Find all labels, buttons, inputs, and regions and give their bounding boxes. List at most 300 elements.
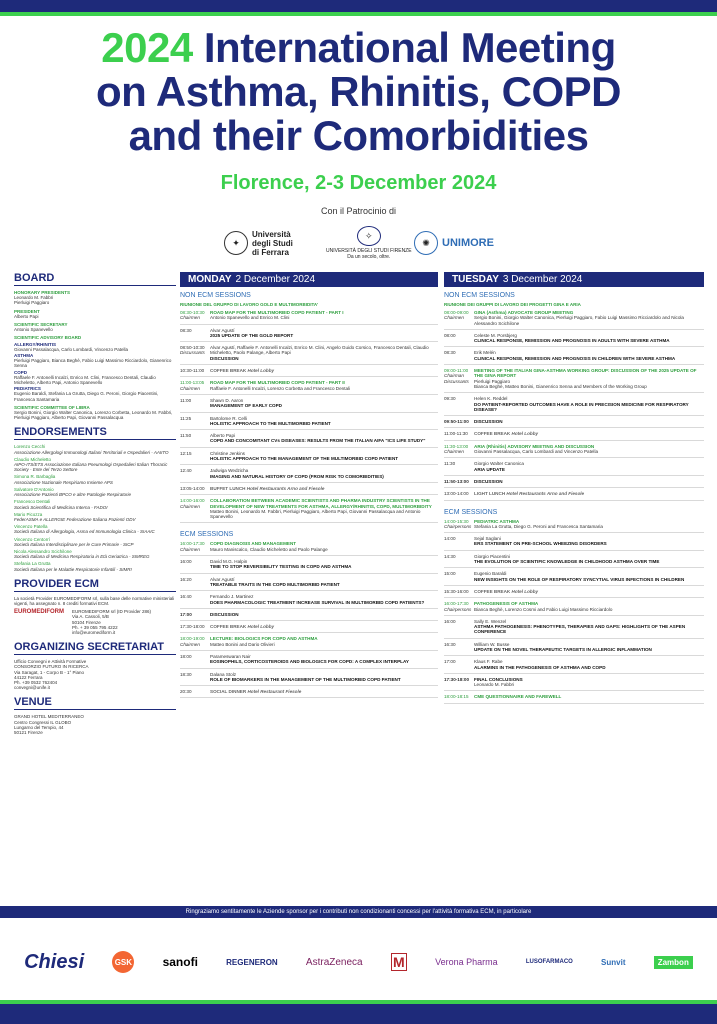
program-row: [180, 451, 438, 462]
monday-non-ecm-list: [180, 310, 438, 523]
row-time-value: 08:00-09:00: [444, 310, 469, 315]
talk-title: [210, 403, 438, 408]
row-divider: [444, 500, 704, 501]
talk-title-text: ERS STATEMENT ON PRE-SCHOOL WHEEZING DISORDERS: [474, 541, 607, 547]
row-body: [474, 694, 704, 699]
venue-text: GRAND HOTEL MEDITERRANEO Centro Congressi IL GLOBO Lungarno del Tempio, 44 50121 Firenze: [14, 714, 84, 735]
row-time-value: 08:00: [444, 332, 456, 338]
row-time-value: 12:40: [180, 468, 192, 474]
row-body: [210, 624, 438, 629]
talk-title: [474, 647, 704, 652]
row-role: Chairmen: [444, 315, 464, 321]
row-body: [474, 333, 704, 344]
talk-title-text: EOSINOPHILS, CORTICOSTEROIDS AND BIOLOGICS FOR COPD: A COMPLEX INTERPLAY: [210, 659, 409, 665]
top-banner: [0, 0, 717, 16]
chair-names: Pierluigi Paggiaro Bianca Beghè, Matteo Bonini, Gianenrico Senna and Members of the Working Group: [474, 378, 647, 389]
row-time: [180, 380, 210, 391]
talk-title-text: ASTHMA PATHOGENESIS: PHENOTYPES, THERAPIES AND GAPS: HIGHLIGHTS OF THE ASPEN CONFERENCE: [474, 624, 686, 635]
program-row: [444, 396, 704, 412]
row-divider: [180, 324, 438, 325]
talk-title-text: HOLISTIC APPROACH TO THE MULTIMORBID PATIENT: [210, 420, 331, 426]
firenze-crest-icon: ✧: [357, 226, 381, 246]
row-divider: [444, 567, 704, 568]
board-role: SCIENTIFIC SECRETARY: [14, 322, 68, 328]
monday-date: 2 December 2024: [235, 274, 316, 285]
endorsements-heading: ENDORSEMENTS: [14, 426, 176, 440]
subtitle: Florence, 2-3 December 2024: [220, 172, 497, 194]
talk-title-text: DO PATIENT-REPORTED OUTCOMES HAVE A ROLE IN PRECISION MEDICINE FOR RESPIRATORY DISEASE?: [474, 401, 689, 412]
top-green-stripe: [0, 12, 717, 16]
break-location: Hotel Lobby: [247, 624, 275, 630]
talk-title-text: DISCUSSION: [474, 419, 503, 425]
row-body: [474, 677, 704, 688]
row-time-value: 17:30-18:00: [180, 624, 205, 630]
row-time: [180, 310, 210, 321]
row-body: [210, 451, 438, 462]
row-divider: [180, 376, 438, 377]
row-divider: [444, 597, 704, 598]
row-body: [474, 444, 704, 455]
talk-title-text: NEW INSIGHTS ON THE ROLE OF RESPIRATORY SYNCYTIAL VIRUS INFECTIONS IN CHILDREN: [474, 576, 685, 582]
speaker: Sejal Saglani: [474, 536, 501, 542]
row-time: [180, 672, 210, 683]
row-divider: [180, 447, 438, 448]
row-divider: [180, 650, 438, 651]
speaker: Klaus F. Rabe: [474, 659, 503, 665]
endorser-org: Società Italiana di Allergologia, Asma ed Immunologia Clinica - SIAAIC: [14, 529, 155, 535]
session-title: ROAD MAP FOR THE MULTIMORBID COPD PATIENT - PART I: [210, 310, 344, 315]
row-role: Chairman Discussants: [444, 373, 469, 384]
talk-title: [474, 665, 704, 670]
session-title: CME QUESTIONNAIRE AND FAREWELL: [474, 694, 562, 700]
talk-title-text: THE EVOLUTION OF SCIENTIFIC KNOWLEDGE IN CHILDHOOD ASTHMA OVER TIME: [474, 559, 660, 565]
row-time-value: 08:30: [444, 350, 456, 356]
program-row: [444, 419, 704, 424]
row-body: [210, 433, 438, 444]
row-time-value: 11:00-11:30: [444, 431, 468, 437]
speaker: Parameswaran Nair: [210, 653, 251, 659]
program-row: [444, 461, 704, 472]
row-time: [180, 559, 210, 570]
endorser-name: Lorenzo Cecchi: [14, 444, 46, 450]
speaker: David M.G. Halpin: [210, 559, 248, 565]
speaker: Dalana Stolz: [210, 671, 237, 677]
row-time: [444, 491, 474, 496]
talk-title-text: BUFFET LUNCH: [210, 485, 246, 491]
break-location: Hotel Restaurants Arno and Fiesole: [246, 485, 325, 491]
speaker: Alvar Agustí, Raffaele F. Antonelli Incalzi, Enrico M. Clini, Angelo Guido Corsico, Francesco Dentali, Claudio Micheletto, Paolo Palange, Alberto Papi: [210, 345, 429, 356]
row-body: [210, 368, 438, 373]
program-row: [180, 398, 438, 409]
row-time: [444, 659, 474, 670]
break-location: Hotel Lobby: [247, 368, 275, 374]
break-location: Hotel Lobby: [511, 431, 539, 437]
talk-title-text: ARIA UPDATE: [474, 466, 505, 472]
monday-non-ecm-heading: NON ECM SESSIONS: [180, 292, 251, 299]
row-body: [474, 479, 704, 484]
row-time-value: 11:30: [444, 461, 456, 467]
endorsements-list: [14, 444, 176, 571]
board-names: Antonio Spanevello: [14, 327, 53, 333]
endorser-org: Associazione Nazionale Respiriamo Insieme APS: [14, 479, 113, 485]
talk-title-text: SOCIAL DINNER: [210, 689, 247, 695]
program-row: [444, 619, 704, 635]
board-names: Eugenio Baraldi, Stefania La Grutta, Diego G. Peroni, Giorgio Piacentini, Francesca Santamaria: [14, 391, 159, 402]
row-time-value: 16:20: [180, 576, 192, 582]
org-heading: ORGANIZING SECRETARIAT: [14, 641, 176, 655]
endorser-name: Stefania La Grutta: [14, 561, 51, 567]
astrazeneca-logo: AstraZeneca: [305, 956, 363, 968]
program-row: [444, 536, 704, 547]
program-row: [444, 659, 704, 670]
chair-names: Bianca Beghè, Lorenzo Cosmi and Fabio Luigi Massimo Ricciardolo: [474, 606, 613, 612]
talk-title: [474, 419, 704, 424]
row-divider: [444, 475, 704, 476]
endorser-name: Vincenzo Centorrí: [14, 536, 50, 542]
row-time-value: 11:25: [180, 415, 192, 421]
monday-day: MONDAY: [188, 274, 232, 285]
row-time-value: 11:50-13:00: [444, 478, 469, 484]
talk-title-text: UPDATE ON THE NOVEL THERAPEUTIC TARGETS IN ALLERGIC INFLAMMATION: [474, 646, 652, 652]
provider-logo: [14, 609, 176, 635]
euromediform-logo: EUROMEDIFORM: [14, 609, 64, 616]
gsk-logo: GSK: [112, 951, 134, 973]
talk-title: [210, 564, 438, 569]
program-row: [444, 479, 704, 484]
bottom-banner: [0, 1000, 717, 1024]
row-time: [444, 519, 474, 530]
row-time-value: 14:00: [444, 536, 456, 542]
speaker: Eugenio Baraldi: [474, 571, 507, 577]
talk-title-text: DISCUSSION: [210, 611, 239, 617]
page-title: [0, 26, 717, 158]
session-title: ROAD MAP FOR THE MULTIMORBID COPD PATIENT - PART II: [210, 380, 345, 386]
program-row: [180, 559, 438, 570]
row-divider: [180, 555, 438, 556]
talk-title: [210, 486, 438, 491]
talk-title: [210, 582, 438, 587]
talk-title-text: CLINICAL RESPONSE, REMISSION AND PROGNOSIS IN ADULTS WITH SEVERE ASTHMA: [474, 338, 670, 344]
row-role: Chairmen: [180, 315, 200, 321]
row-body: [210, 636, 438, 647]
monday-column: [180, 272, 438, 698]
program-row: [444, 333, 704, 344]
session-title: COLLABORATION BETWEEN ACADEMIC SCIENTISTS AND PHARMA INDUSTRY SCIENTISTS IN THE DEVELOPMENT OF NEW TREATMENTS FOR ASTHMA, ALLERGY/RHINITIS, COPD, MULTIMORBIDITY: [210, 498, 432, 509]
lusofarmaco-logo: LUSOFARMACO: [525, 959, 573, 965]
tuesday-header: [444, 272, 704, 287]
row-role: Chairmen: [180, 641, 200, 647]
program-row: [180, 380, 438, 391]
bottom-green-stripe: [0, 1000, 717, 1004]
endorser-name: Mario Picozza: [14, 511, 43, 517]
row-body: [474, 619, 704, 635]
row-divider: [444, 655, 704, 656]
venue-section: [14, 696, 176, 735]
row-divider: [444, 457, 704, 458]
talk-title: [210, 456, 438, 461]
row-body: [210, 468, 438, 479]
chair-names: Matteo Bonini, Leonardo M. Fabbri, Pierluigi Paggiaro, Alberto Papi, Giovanni Passalacqua and Antonio Spanevello: [210, 508, 421, 520]
program-row: [444, 642, 704, 653]
talk-title-text: FINAL CONCLUSIONS: [474, 676, 523, 682]
row-divider: [444, 615, 704, 616]
row-time: [444, 350, 474, 361]
org-section: [14, 641, 176, 690]
row-time: [180, 468, 210, 479]
row-time-value: 10:30-11:00: [180, 368, 205, 374]
board-subgroup: COPD: [14, 369, 28, 375]
firenze-name: UNIVERSITÀ DEGLI STUDI FIRENZE: [326, 248, 412, 254]
row-time: [180, 433, 210, 444]
sponsor-thanks: Ringraziamo sentitamente le Aziende sponsor per i contributi non condizionanti concessi per l'attività formativa ECM, in particolare: [0, 906, 717, 918]
row-body: [210, 612, 438, 617]
tuesday-date: 3 December 2024: [502, 274, 583, 285]
endorser-org: Associazione Allergologi Immunologi Italiani Territoriali e Ospedalieri - AAIITO: [14, 449, 169, 455]
row-time: [444, 419, 474, 424]
speaker: Alvar Agustí: [210, 576, 235, 582]
talk-title: [474, 577, 704, 582]
talk-title-text: MANAGEMENT OF EARLY COPD: [210, 403, 282, 409]
chair-names: Mauro Maniscalco, Claudio Micheletto and Paolo Palange: [210, 546, 328, 552]
row-time-value: 09:50-11:00: [444, 419, 469, 425]
talk-title: [474, 402, 704, 413]
row-time: [444, 431, 474, 436]
row-time: [180, 368, 210, 373]
monday-non-ecm-sub: RIUNIONE DEL GRUPPO DI LAVORO GOLD E MULTIMORBIDITA': [180, 302, 319, 307]
menarini-logo: M: [391, 953, 407, 971]
program-row: [180, 310, 438, 321]
row-role: Chairmen: [444, 449, 464, 455]
row-time: [444, 333, 474, 344]
talk-title: [474, 479, 704, 484]
speaker: Shawn D. Aaron: [210, 397, 244, 403]
program-row: [444, 431, 704, 436]
speaker: Bartolome R. Celli: [210, 415, 248, 421]
program-row: [180, 594, 438, 605]
row-divider: [444, 532, 704, 533]
row-divider: [444, 364, 704, 365]
row-divider: [180, 394, 438, 395]
row-divider: [444, 415, 704, 416]
sponsor-logos: [0, 932, 717, 992]
unimore-name: UNIMORE: [442, 237, 494, 249]
program-row: [444, 571, 704, 582]
talk-title: [474, 589, 704, 594]
row-body: [210, 328, 438, 339]
row-time-value: 15:30-16:00: [444, 588, 469, 594]
row-time: [180, 636, 210, 647]
speaker: Giorgio Walter Canonica: [474, 461, 524, 467]
row-divider: [444, 329, 704, 330]
row-time: [180, 416, 210, 427]
talk-title-text: TIME TO STOP REVERSIBILITY TESTING IN COPD AND ASTHMA: [210, 564, 352, 570]
program-row: [444, 589, 704, 594]
talk-title: [210, 659, 438, 664]
chiesi-logo: Chiesi: [24, 950, 85, 973]
row-time: [444, 536, 474, 547]
session-title: PATHOGENESIS OF ASTHMA: [474, 601, 539, 607]
row-time-value: 14:00-16:00: [180, 498, 205, 504]
speaker: Jadwiga Wedzicha: [210, 468, 249, 474]
row-time: [444, 479, 474, 484]
row-body: [210, 380, 438, 391]
program-row: [180, 345, 438, 361]
title-line-1: International Meeting: [203, 24, 616, 71]
row-time-value: 09:30: [444, 396, 456, 402]
row-time: [444, 461, 474, 472]
chair-names: Sergio Bonini, Giorgio Walter Canonica, Pierluigi Paggiaro, Fabio Luigi Massimo Ricciardolo and Nicola Alessandro Scichilone: [474, 315, 684, 326]
talk-title-text: 2025 UPDATE OF THE GOLD REPORT: [210, 332, 294, 338]
row-body: [210, 689, 438, 694]
venue-heading: VENUE: [14, 696, 176, 710]
tuesday-ecm-heading: ECM SESSIONS: [444, 508, 498, 516]
row-body: [210, 416, 438, 427]
title-line-2: on Asthma, Rhinitis, COPD: [96, 68, 621, 115]
row-time-value: 09:00-11:00: [444, 368, 469, 374]
monday-ecm-heading: ECM SESSIONS: [180, 531, 234, 539]
row-divider: [444, 427, 704, 428]
row-time-value: 12:15: [180, 450, 192, 456]
board-names: Sergio Bonini, Giorgio Walter Canonica, Lorenzo Corbetta, Leonardo M. Fabbri, Pierluigi Paggiaro, Alberto Papi, Giovanni Passalacqua: [14, 410, 173, 421]
row-divider: [180, 573, 438, 574]
speaker: Giorgio Piacentini: [474, 553, 511, 559]
tuesday-column: [444, 272, 704, 704]
program-row: [180, 486, 438, 491]
program-row: [180, 328, 438, 339]
row-time-value: 20:30: [180, 689, 192, 695]
row-time-value: 16:00: [180, 559, 192, 565]
row-time-value: 16:30: [444, 641, 456, 647]
row-time: [180, 541, 210, 552]
talk-title-text: TREATABLE TRAITS IN THE COPD MULTIMORBID PATIENT: [210, 581, 340, 587]
talk-title: [474, 467, 704, 472]
row-time: [180, 612, 210, 617]
program-row: [444, 368, 704, 389]
row-time: [180, 594, 210, 605]
row-time: [444, 554, 474, 565]
talk-title-text: COFFEE BREAK: [474, 431, 511, 437]
speaker: Leonardo M. Fabbri: [474, 682, 515, 688]
board-heading: BOARD: [14, 272, 176, 286]
row-time: [180, 498, 210, 519]
row-time: [444, 571, 474, 582]
row-body: [474, 396, 704, 412]
row-time: [180, 689, 210, 694]
title-year: 2024: [101, 24, 193, 71]
regeneron-logo: REGENERON: [226, 957, 278, 967]
board-role: HONORARY PRESIDENTS: [14, 290, 71, 295]
endorser-org: Società Italiana per le Malattie Respiratorie Infantili - SIMRI: [14, 566, 132, 572]
row-divider: [180, 668, 438, 669]
row-time-value: 08:30-10:30: [180, 310, 205, 315]
tuesday-non-ecm-sub: RIUNIONE DEI GRUPPI DI LAVORO DEI PROGETTI GINA E ARIA: [444, 302, 581, 307]
break-location: Hotel Lobby: [511, 588, 539, 594]
talk-title: [210, 474, 438, 479]
talk-title: [474, 624, 704, 635]
program-row: [180, 541, 438, 552]
provider-text: La società Provider EUROMEDIFORM srl, sulla base delle normative ministeriali vigenti, ha assegnato n. 8 crediti formativi ECM.: [14, 595, 175, 606]
row-time-value: 14:30: [444, 553, 456, 559]
talk-title-text: COFFEE BREAK: [210, 624, 247, 630]
program-row: [444, 491, 704, 496]
chair-names: Stefania La Grutta, Diego G. Peroni and Francesca Santamaria: [474, 523, 603, 529]
talk-title-text: LIGHT LUNCH: [474, 491, 506, 497]
row-time: [444, 444, 474, 455]
talk-title-text: HOLISTIC APPROACH TO THE MANAGEMENT OF THE MULTIMORBID COPD PATIENT: [210, 456, 399, 462]
sanofi-logo: sanofi: [162, 955, 198, 969]
talk-title: [210, 333, 438, 338]
program-row: [180, 636, 438, 647]
provider-section: [14, 578, 176, 635]
row-time-value: 11:30-13:00: [444, 443, 469, 449]
program-row: [180, 468, 438, 479]
endorser-org: Società Italiana di Medicina Respiratoria in Età Geriatrica - SIMREG: [14, 554, 150, 560]
row-time-value: 11:00-13:05: [180, 380, 205, 386]
provider-heading: PROVIDER ECM: [14, 578, 176, 592]
row-body: [474, 350, 704, 361]
row-body: [210, 498, 438, 519]
row-body: [474, 491, 704, 496]
talk-title: [474, 356, 704, 361]
row-time: [180, 577, 210, 588]
chair-names: Raffaele F. Antonelli Incalzi, Lorenzo Corbetta and Francesco Dentali: [210, 385, 351, 391]
endorser-org: Società Italiana Interdisciplinare per le Cure Primarie - SICP: [14, 541, 134, 547]
ferrara-crest-icon: ✦: [224, 231, 248, 255]
row-body: [474, 368, 704, 389]
board-role: SCIENTIFIC COMMITTEE OF LIBRA: [14, 404, 90, 410]
row-time: [444, 601, 474, 612]
talk-title: [474, 541, 704, 546]
board-names: Raffaele F. Antonelli Incalzi, Enrico M. Clini, Francesco Dentali, Claudio Micheletto, Alberto Papi, Antonio Spanevello: [14, 374, 156, 386]
board-subgroup: ASTHMA: [14, 353, 34, 359]
endorser-org: Associazione Pazienti BPCO e altre Patologie Respiratorie: [14, 492, 132, 498]
row-time-value: 14:00-15:30: [444, 518, 469, 524]
row-divider: [444, 638, 704, 639]
chair-names: Matteo Bonini and Dario Olivieri: [210, 641, 275, 647]
speaker: Christine Jenkins: [210, 450, 245, 456]
talk-title-text: COFFEE BREAK: [474, 588, 511, 594]
row-time: [444, 619, 474, 635]
row-body: [210, 654, 438, 665]
row-time-value: 11:00: [180, 397, 192, 403]
ferrara-name: Università degli Studi di Ferrara: [252, 229, 293, 257]
endorser-name: Salvatore D'Antonio: [14, 486, 54, 492]
row-divider: [444, 440, 704, 441]
talk-title-text: ALARMINS IN THE PATHOGENESIS OF ASTHMA AND COPD: [474, 664, 606, 670]
row-time: [444, 396, 474, 412]
row-divider: [180, 608, 438, 609]
row-body: [474, 519, 704, 530]
session-title: COPD DIAGNOSIS AND MANAGEMENT: [210, 541, 297, 547]
talk-title: [210, 421, 438, 426]
row-role: Chairmen: [180, 385, 200, 391]
title-line-3: and their Comorbidities: [128, 112, 589, 159]
row-time-value: 18:00-18:15: [444, 694, 469, 700]
row-time: [180, 486, 210, 491]
endorser-name: Nicola Alessandro Scichilone: [14, 548, 72, 554]
talk-title: [474, 431, 704, 436]
session-title: GINA (Asthma) ADVOCATE GROUP MEETING: [474, 310, 574, 315]
talk-title: [474, 338, 704, 343]
row-time: [180, 451, 210, 462]
logo-unimore: [414, 226, 494, 260]
program-row: [180, 654, 438, 665]
row-divider: [180, 590, 438, 591]
row-time-value: 13:05-14:00: [180, 485, 205, 491]
row-body: [210, 398, 438, 409]
row-divider: [180, 429, 438, 430]
row-divider: [180, 482, 438, 483]
